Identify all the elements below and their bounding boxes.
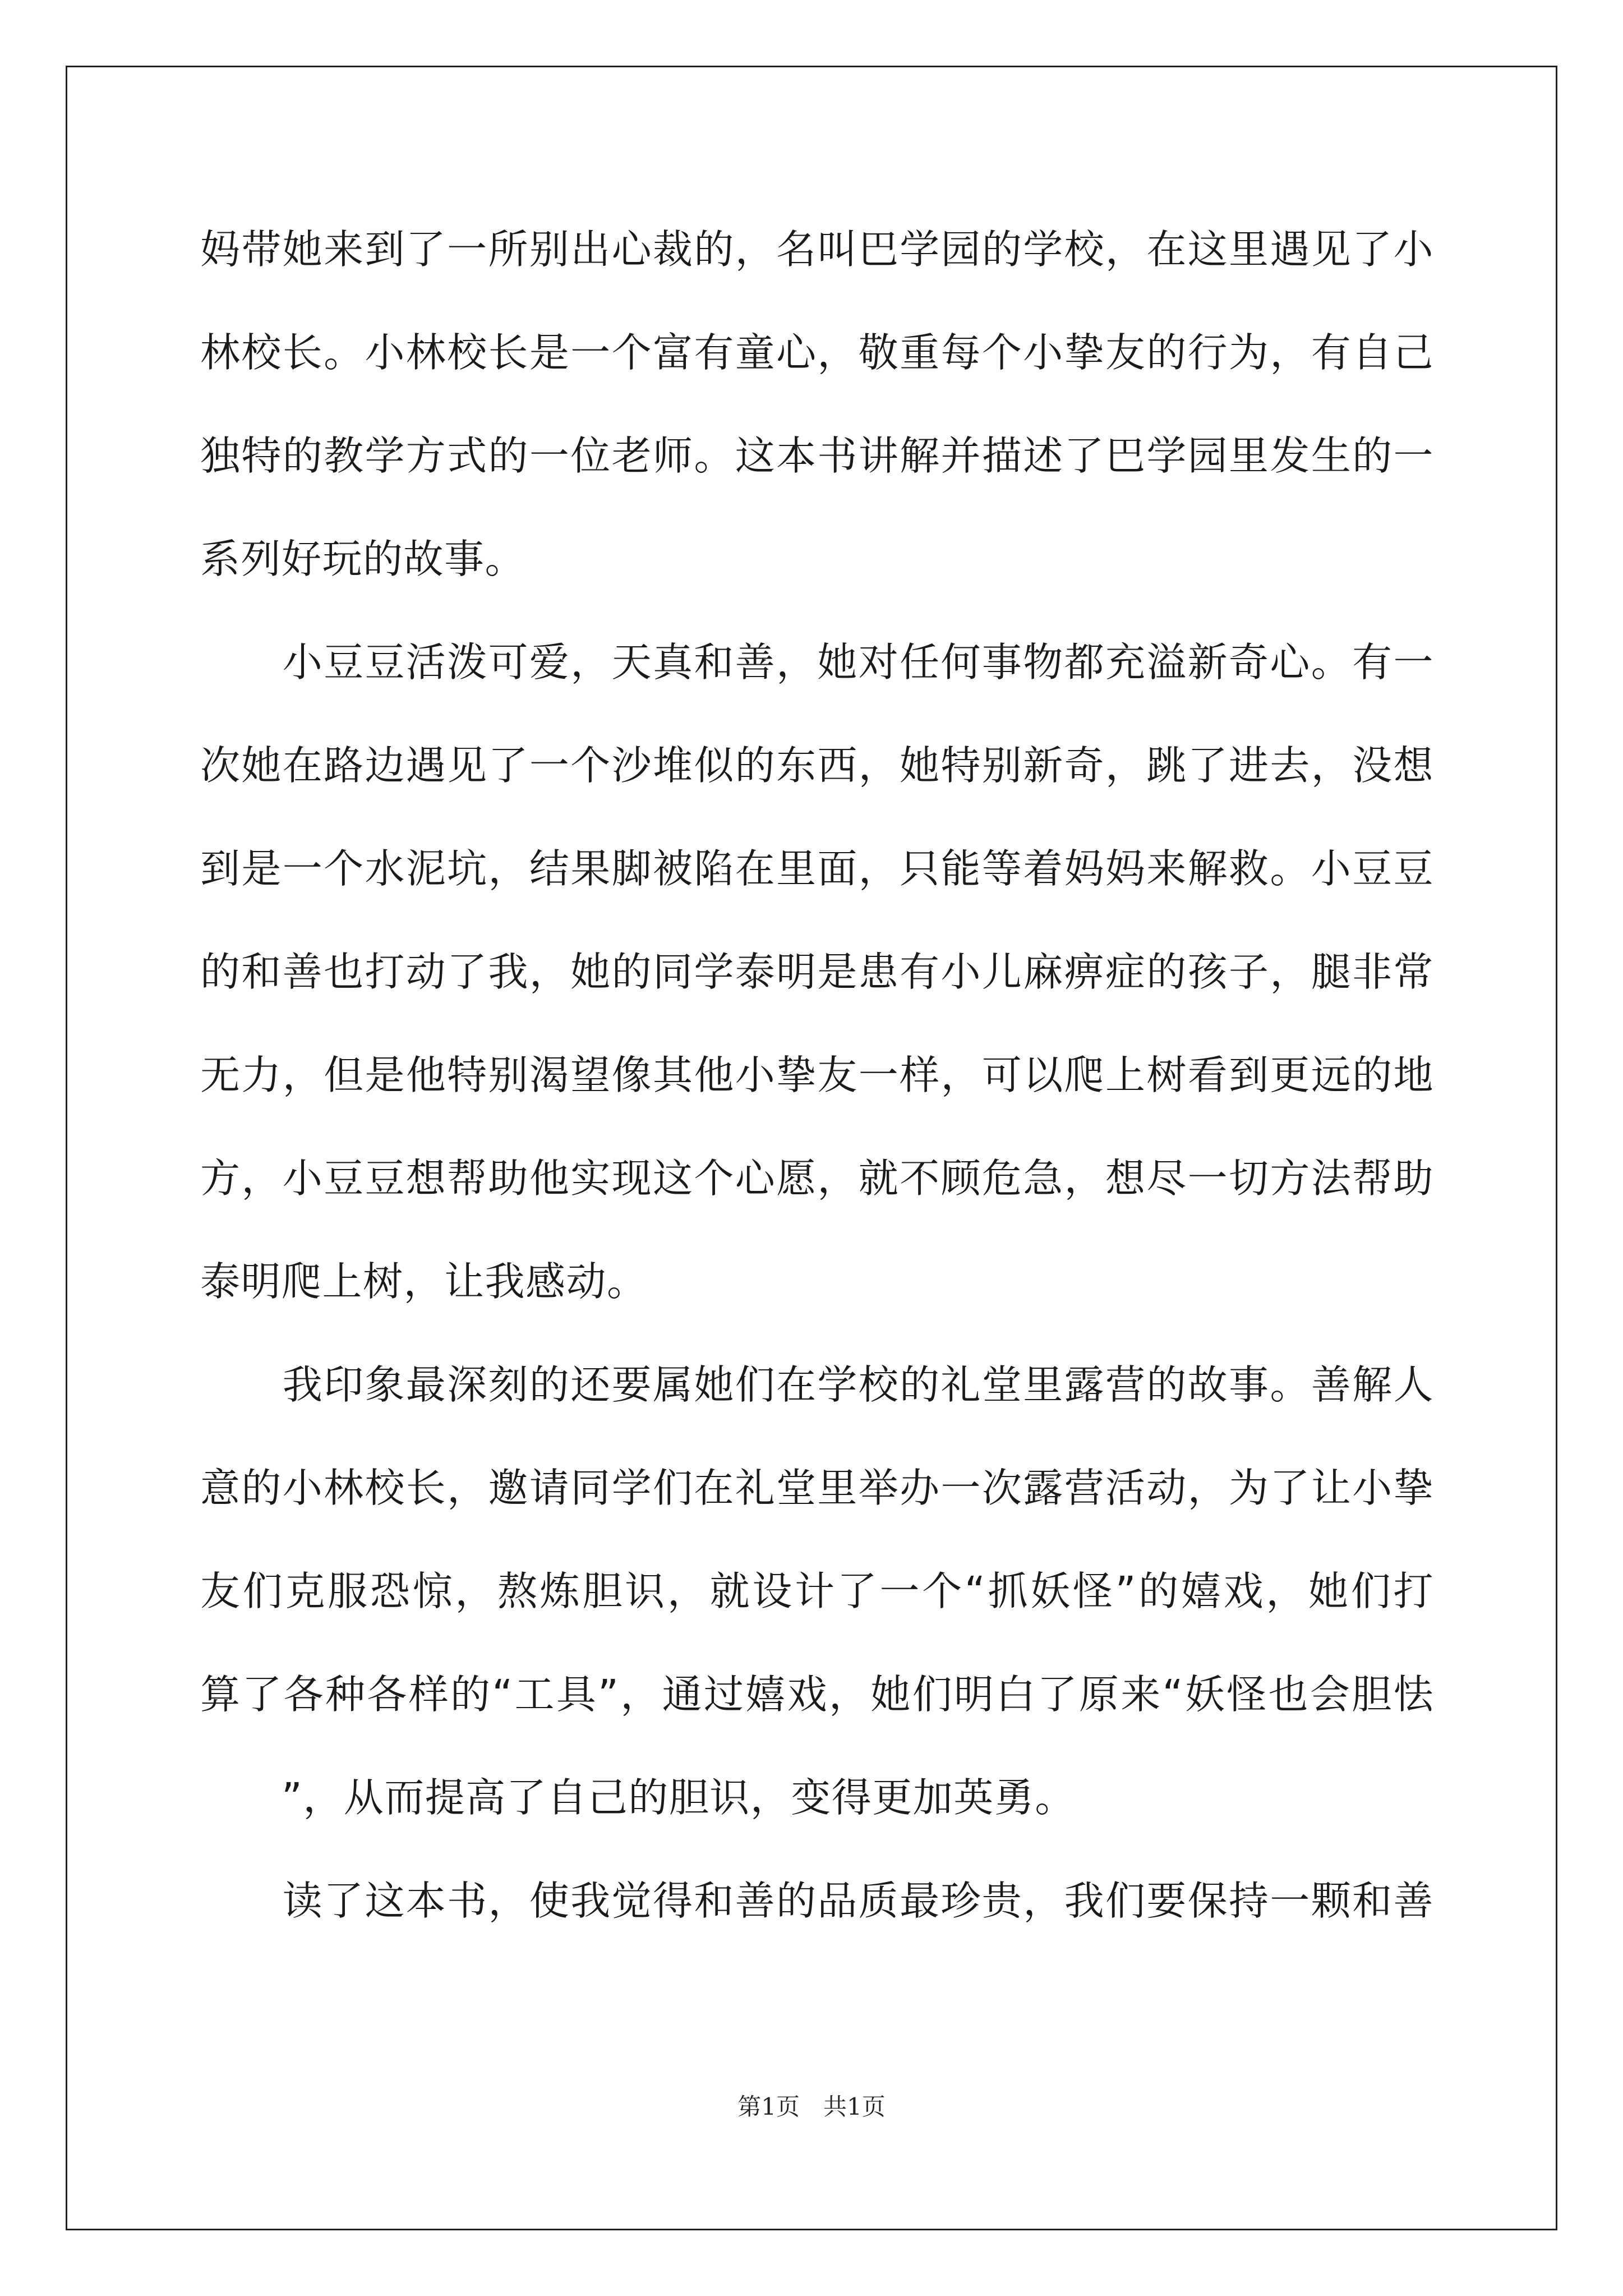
text-line: 系列好玩的故事。	[200, 536, 526, 582]
text-line: 到是一个水泥坑，结果脚被陷在里面，只能等着妈妈来解救。小豆豆	[200, 845, 1434, 892]
text-line: 友们克服恐惊，熬炼胆识，就设计了一个“抓妖怪”的嬉戏，她们打	[200, 1568, 1434, 1614]
text-line: 读了这本书，使我觉得和善的品质最珍贵，我们要保持一颗和善	[200, 1878, 1434, 1924]
text-line: 泰明爬上树，让我感动。	[200, 1258, 648, 1305]
text-line: ”，从而提高了自己的胆识，变得更加英勇。	[200, 1774, 1076, 1821]
text-line: 次她在路边遇见了一个沙堆似的东西，她特别新奇，跳了进去，没想	[200, 742, 1434, 789]
text-line: 无力，但是他特别渴望像其他小挚友一样，可以爬上树看到更远的地	[200, 1052, 1434, 1098]
text-line: 林校长。小林校长是一个富有童心，敬重每个小挚友的行为，有自己	[200, 329, 1434, 376]
text-line: 算了各种各样的“工具”，通过嬉戏，她们明白了原来“妖怪也会胆怯	[200, 1671, 1434, 1718]
text-line: 独特的教学方式的一位老师。这本书讲解并描述了巴学园里发生的一	[200, 432, 1434, 479]
text-line: 小豆豆活泼可爱，天真和善，她对任何事物都充溢新奇心。有一	[200, 639, 1434, 685]
text-line: 妈带她来到了一所别出心裁的，名叫巴学园的学校，在这里遇见了小	[200, 226, 1434, 273]
page-footer: 第1页 共1页	[737, 2093, 886, 2120]
text-line: 我印象最深刻的还要属她们在学校的礼堂里露营的故事。善解人	[200, 1361, 1434, 1408]
text-line: 方，小豆豆想帮助他实现这个心愿，就不顾危急，想尽一切方法帮助	[200, 1155, 1434, 1202]
text-line: 意的小林校长，邀请同学们在礼堂里举办一次露营活动，为了让小挚	[200, 1465, 1434, 1511]
text-line: 的和善也打动了我，她的同学泰明是患有小儿麻痹症的孩子，腿非常	[200, 949, 1434, 995]
